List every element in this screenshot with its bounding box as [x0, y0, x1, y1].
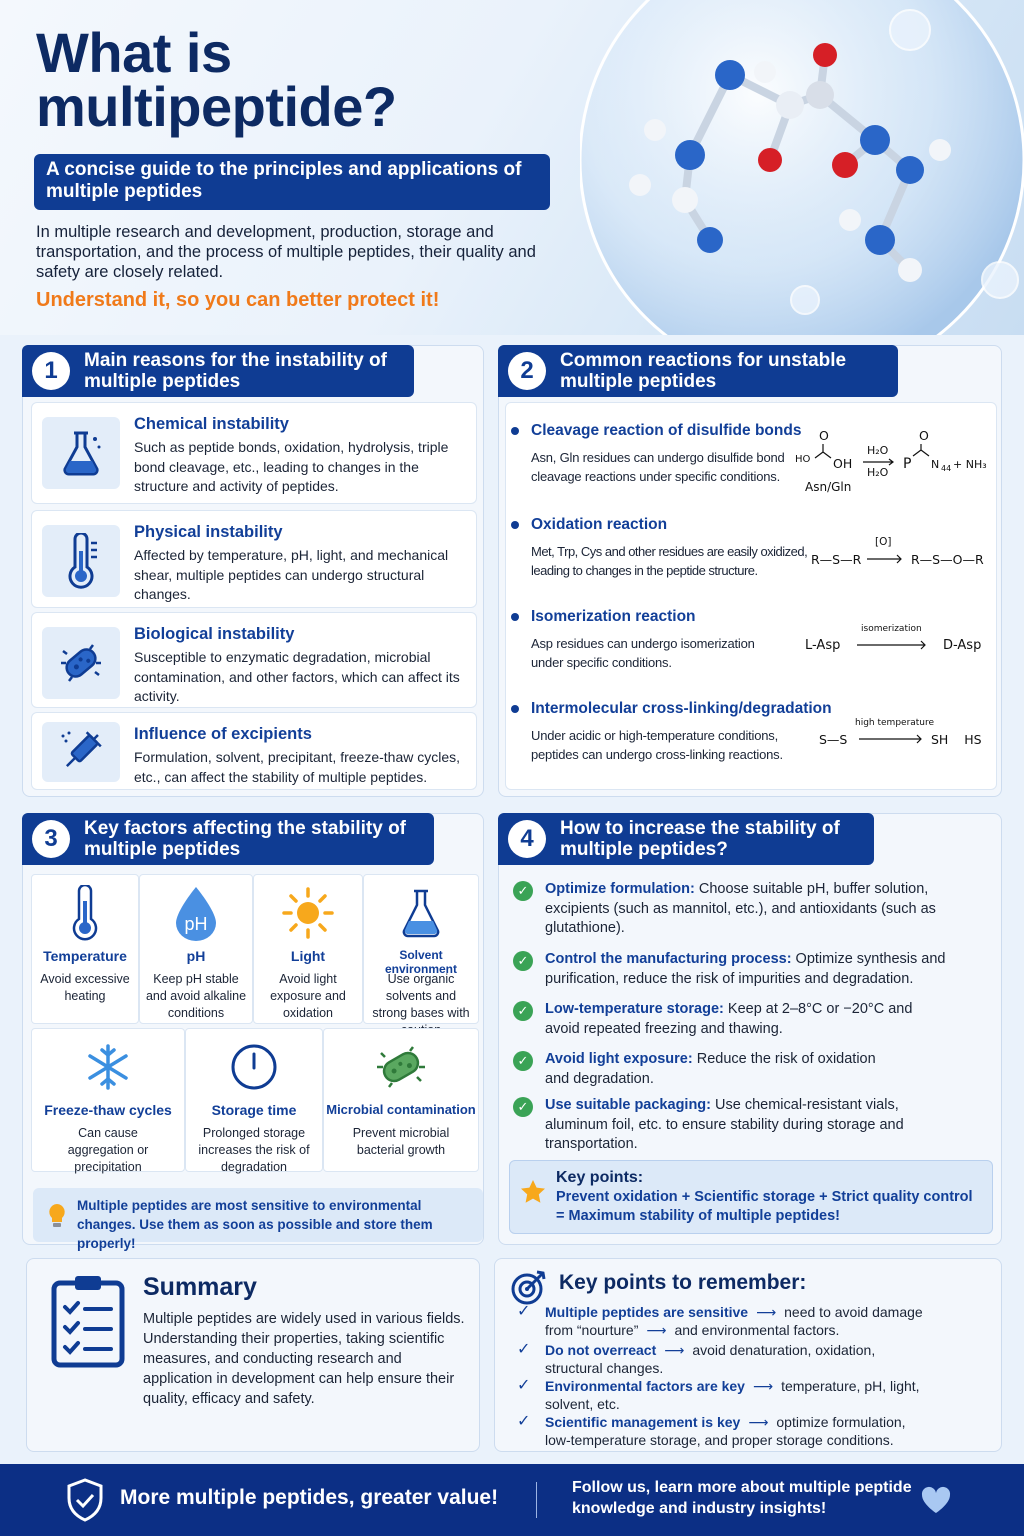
factor-card	[139, 874, 253, 1024]
footer-follow-text: Follow us, learn more about multiple peptide knowledge and industry insights!	[572, 1479, 912, 1517]
factor-title: Microbial contamination	[326, 1102, 476, 1117]
heart-icon	[920, 1486, 952, 1514]
check-icon: ✓	[513, 951, 533, 971]
factor-card	[31, 1028, 185, 1172]
snowflake-icon	[32, 1039, 184, 1095]
check-icon: ✓	[513, 1001, 533, 1021]
factor-title: Light	[290, 948, 326, 964]
crosslinking-equation: S—S high temperature SH HS	[819, 718, 982, 747]
check-icon: ✓	[517, 1303, 531, 1320]
footer-slogan: More multiple peptides, greater value!	[120, 1486, 499, 1509]
item-desc: Such as peptide bonds, oxidation, hydrolysis, triple bond cleavage, etc., leading to changes in the structure and activity of peptides.	[134, 439, 449, 494]
arrow-right-icon: ⟶	[756, 1304, 777, 1320]
molecule-bubble-illustration	[580, 0, 1024, 335]
summary-desc: Multiple peptides are widely used in various fields. Understanding their properties, taking scientific measures, and conducting research and application in development can help ensure their quality, efficacy and safety.	[143, 1311, 465, 1407]
check-icon: ✓	[513, 1051, 533, 1071]
bacteria-icon	[324, 1039, 478, 1095]
isomerization-equation: L-Asp isomerization D-Asp	[805, 624, 982, 653]
list-item	[31, 510, 477, 608]
item-desc: Affected by temperature, pH, light, and mechanical shear, multiple peptides can undergo structural changes.	[134, 547, 449, 602]
section-number: 3	[32, 820, 70, 858]
reaction-desc: Under acidic or high-temperature conditions, peptides can undergo cross-linking reactions.	[531, 728, 783, 762]
key-points-line: = Maximum stability of multiple peptides!	[556, 1208, 841, 1224]
tip-banner	[33, 1188, 483, 1251]
factor-desc: Can cause aggregation or precipitation	[67, 1126, 149, 1174]
factor-desc: Use organic solvents and strong bases with	[372, 972, 470, 1020]
remember-panel	[494, 1258, 1002, 1452]
check-icon: ✓	[517, 1413, 531, 1430]
arrow-right-icon: ⟶	[748, 1414, 769, 1430]
factor-title: Solvent environment	[384, 948, 457, 976]
section-4-header	[498, 813, 874, 865]
list-item: ✓ Multiple peptides are sensitive ⟶ need to avoid damage from “nourture” ⟶ and environmental factors.	[517, 1303, 923, 1338]
list-item	[31, 612, 477, 708]
factor-card	[253, 874, 363, 1024]
factor-title: Temperature	[43, 948, 127, 964]
section-4-panel	[498, 813, 1002, 1245]
list-item: ✓ Use suitable packaging: Use chemical-resistant vials, aluminum foil, etc. to ensure stability during storage and transportation.	[513, 1096, 913, 1155]
item-title: Biological instability	[134, 625, 295, 643]
remember-title: Key points to remember:	[559, 1271, 807, 1294]
page-title: What is multipeptide?	[36, 21, 397, 138]
reaction-desc: Met, Trp, Cys and other residues are easily oxidized, leading to changes in the peptide structure.	[531, 544, 808, 578]
lightbulb-icon	[45, 1202, 69, 1230]
list-item: ✓ Avoid light exposure: Reduce the risk of oxidation and degradation.	[513, 1050, 893, 1089]
list-item: ✓ Scientific management is key ⟶ optimize formulation, low-temperature storage, and proper storage conditions.	[517, 1413, 906, 1448]
star-icon	[520, 1179, 546, 1205]
thermometer-icon	[42, 525, 120, 597]
factor-card	[363, 874, 479, 1024]
section-3-header	[22, 813, 434, 865]
item-desc: Susceptible to enzymatic degradation, microbial contamination, and other factors, which can affect its activity.	[134, 649, 460, 704]
summary-panel	[26, 1258, 480, 1452]
footer-banner	[0, 1464, 1024, 1536]
factor-card	[31, 874, 139, 1024]
section-number: 2	[508, 352, 546, 390]
section-3-panel	[22, 813, 484, 1251]
cta-text: Understand it, so you can better protect it!	[36, 289, 440, 311]
factor-card	[323, 1028, 479, 1172]
sun-icon	[254, 885, 362, 941]
list-item	[31, 402, 477, 504]
factor-card	[185, 1028, 323, 1172]
bacteria-icon	[42, 627, 120, 699]
section-1-panel	[22, 345, 484, 797]
summary-title: Summary	[143, 1273, 257, 1301]
key-points-line: Prevent oxidation + Scientific storage + Strict quality control	[556, 1189, 973, 1205]
list-item	[31, 712, 477, 790]
section-1-header	[22, 345, 414, 397]
check-icon: ✓	[513, 1097, 533, 1117]
factor-desc: Prolonged storage increases the risk of degradation	[198, 1126, 310, 1174]
item-title: Chemical instability	[134, 415, 289, 433]
list-item: ✓ Do not overreact ⟶ avoid denaturation, oxidation, structural changes.	[517, 1341, 876, 1376]
list-item: ✓ Optimize formulation: Choose suitable pH, buffer solution, excipients (such as mannitol, etc.), and antioxidants (such as glutathione).	[513, 880, 983, 939]
intro-text: In multiple research and development, production, storage and transportation, and the process of multiple peptides, their quality and safety are closely related.	[36, 223, 536, 281]
section-title: How to increase the stability of multiple peptides?	[560, 818, 840, 860]
target-icon	[511, 1269, 547, 1305]
reaction-title: Oxidation reaction	[511, 516, 997, 534]
section-title: Common reactions for unstable multiple peptides	[560, 350, 847, 392]
section-number: 1	[32, 352, 70, 390]
flask-icon	[364, 885, 478, 941]
factor-title: Freeze-thaw cycles	[44, 1102, 172, 1118]
reaction-title: Cleavage reaction of disulfide bonds	[511, 422, 997, 440]
cleavage-equation: O HO OH H₂O H₂O P O N 44 + NH₃ Asn/Gln	[795, 428, 987, 494]
oxidation-equation: R—S—R [O] R—S—O—R	[811, 536, 984, 567]
arrow-right-icon: ⟶	[664, 1342, 685, 1358]
reaction-title: Isomerization reaction	[511, 608, 997, 626]
syringe-icon	[42, 722, 120, 782]
arrow-right-icon: ⟶	[646, 1322, 667, 1338]
factor-desc: Keep pH stable and avoid alkaline conditions	[145, 972, 247, 1020]
factor-title: pH	[186, 948, 206, 964]
key-points-title: Key points:	[556, 1169, 644, 1186]
section-title: Main reasons for the instability of multiple peptides	[84, 350, 387, 392]
check-icon: ✓	[513, 881, 533, 901]
list-item: ✓ Low-temperature storage: Keep at 2–8°C or −20°C and avoid repeated freezing and thawing.	[513, 1000, 913, 1039]
page-subtitle: A concise guide to the principles and applications of multiple peptides	[34, 154, 550, 210]
item-desc: Formulation, solvent, precipitant, freeze-thaw cycles, etc., can affect the stability of multiple peptides.	[134, 749, 461, 785]
tip-text: Multiple peptides are most sensitive to environmental changes. Use them as soon as possible and store them properly!	[77, 1198, 433, 1251]
list-item: ✓ Control the manufacturing process: Optimize synthesis and purification, reduce the risk of impurities and degradation.	[513, 950, 983, 989]
thermometer-icon	[32, 885, 138, 941]
svg-text:pH: pH	[184, 914, 208, 934]
clock-icon	[186, 1039, 322, 1095]
key-points-box	[509, 1160, 993, 1234]
hero-banner	[0, 0, 1024, 335]
factor-title: Storage time	[211, 1102, 297, 1118]
shield-check-icon	[66, 1478, 104, 1522]
item-title: Influence of excipients	[134, 725, 312, 743]
reaction-title: Intermolecular cross-linking/degradation	[511, 700, 997, 718]
factor-desc: Avoid light exposure and oxidation	[270, 972, 346, 1020]
clipboard-icon	[51, 1273, 125, 1369]
factor-desc: Prevent microbial bacterial growth	[352, 1126, 450, 1157]
section-2-header	[498, 345, 898, 397]
flask-icon	[42, 417, 120, 489]
factor-desc: Avoid excessive heating	[40, 972, 130, 1003]
item-title: Physical instability	[134, 523, 283, 541]
ph-drop-icon	[140, 885, 252, 941]
check-icon: ✓	[517, 1377, 531, 1394]
section-title: Key factors affecting the stability of multiple peptides	[84, 818, 407, 860]
check-icon: ✓	[517, 1341, 531, 1358]
arrow-right-icon: ⟶	[752, 1378, 774, 1394]
reaction-desc: Asp residues can undergo isomerization under specific conditions.	[531, 636, 755, 670]
section-2-panel	[498, 345, 1002, 797]
section-number: 4	[508, 820, 546, 858]
reaction-desc: Asn, Gln residues can undergo disulfide bond cleavage reactions under specific conditions.	[531, 450, 785, 484]
list-item: ✓ Environmental factors are key ⟶ temperature, pH, light, solvent, etc.	[517, 1377, 920, 1412]
footer-divider	[536, 1482, 537, 1518]
